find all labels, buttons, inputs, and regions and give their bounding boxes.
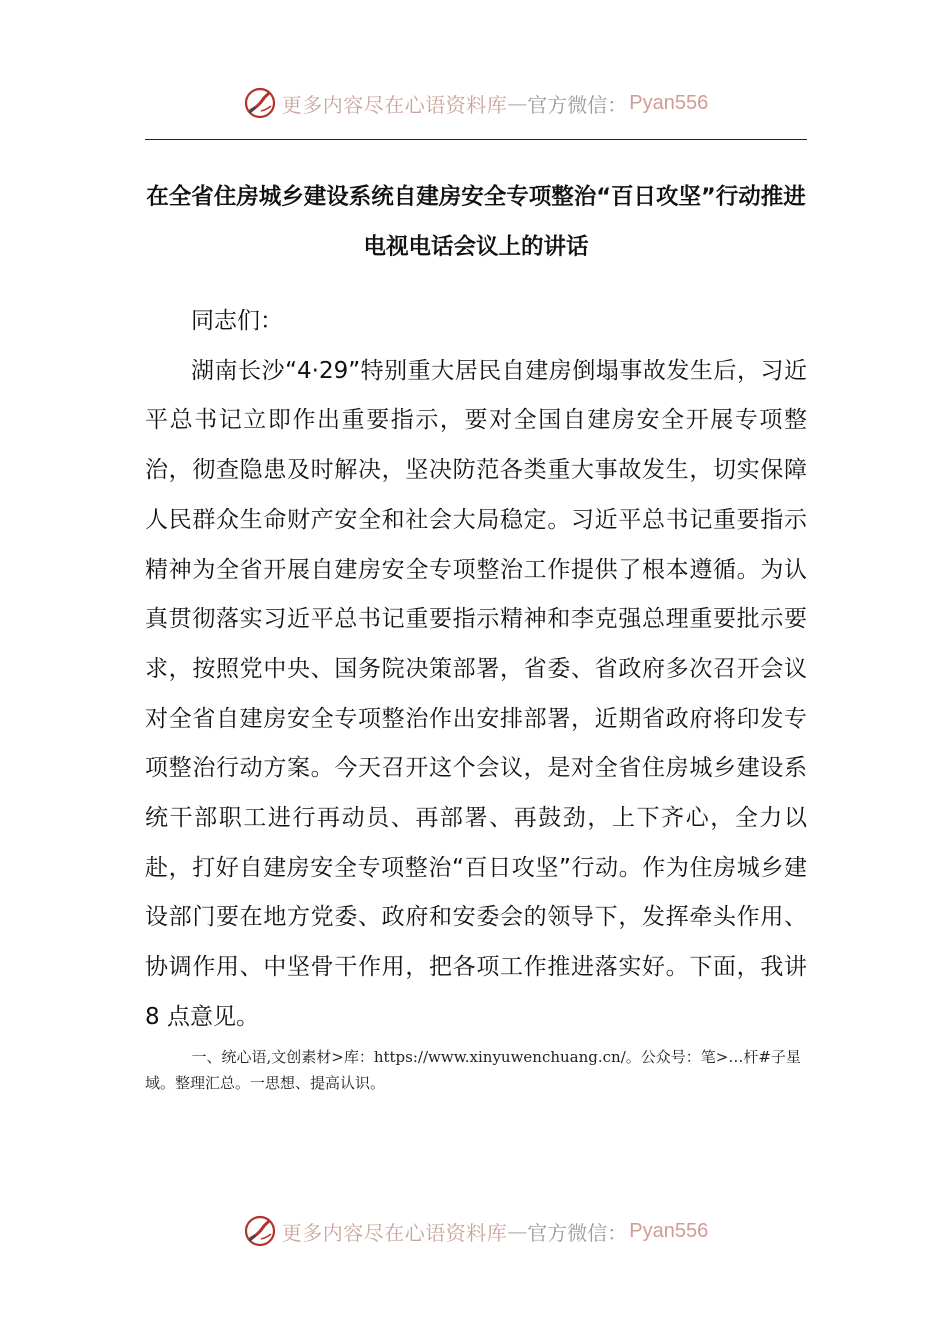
header-brand-text: 更多内容尽在心语资料库 xyxy=(281,92,508,117)
salutation: 同志们： xyxy=(191,308,283,334)
header-wechat-label: 官方微信： xyxy=(527,92,628,117)
footer-wechat-label: 官方微信： xyxy=(527,1220,628,1245)
document-title: 在全省住房城乡建设系统自建房安全专项整治“百日攻坚”行动推进电视电话会议上的讲话 xyxy=(146,184,806,260)
pen-writing-logo-icon xyxy=(242,85,278,121)
pen-writing-logo-icon xyxy=(242,1213,278,1249)
document-body xyxy=(145,297,807,1043)
source-footnote: 一、统心语,文创素材>库：https://www.xinyuwenchuang.cn/。公众号：笔>…杆#子星域。整理汇总。一思想、提高认识。 xyxy=(145,1048,801,1092)
body-paragraph: 湖南长沙“4·29”特别重大居民自建房倒塌事故发生后，习近平总书记立即作出重要指示，要对全国自建房安全开展专项整治，彻查隐患及时解决，坚决防范各类重大事故发生，切实保障人民群众生命财产安全和社会大局稳定。习近平总书记重要指示精神为全省开展自建房安全专项整治工作提供了根本遵循。为认真贯彻落实习近平总书记重要指示精神和李克强总理重要批示要求，按照党中央、国务院决策部署，省委、省政府多次召开会议对全省自建房安全专项整治作出安排部署，近期省政府将印发专项整治行动方案。今天召开这个会议，是对全省住房城乡建设系统干部职工进行再动员、再部署、再鼓劲，上下齐心，全力以赴，打好自建房安全专项整治“百日攻坚”行动。作为住房城乡建设部门要在地方党委、政府和安委会的领导下，发挥牵头作用、协调作用、中坚骨干作用，把各项工作推进落实好。下面，我讲 8 点意见。 xyxy=(145,357,807,1030)
footer-separator: — xyxy=(507,1219,528,1243)
header-separator: — xyxy=(507,91,528,115)
footer-brand-text: 更多内容尽在心语资料库 xyxy=(281,1220,508,1245)
header-banner xyxy=(0,83,950,123)
header-divider xyxy=(145,139,807,140)
footer-banner xyxy=(0,1211,950,1251)
header-wechat-id: Pyan556 xyxy=(629,91,709,114)
footer-wechat-id: Pyan556 xyxy=(629,1219,709,1242)
